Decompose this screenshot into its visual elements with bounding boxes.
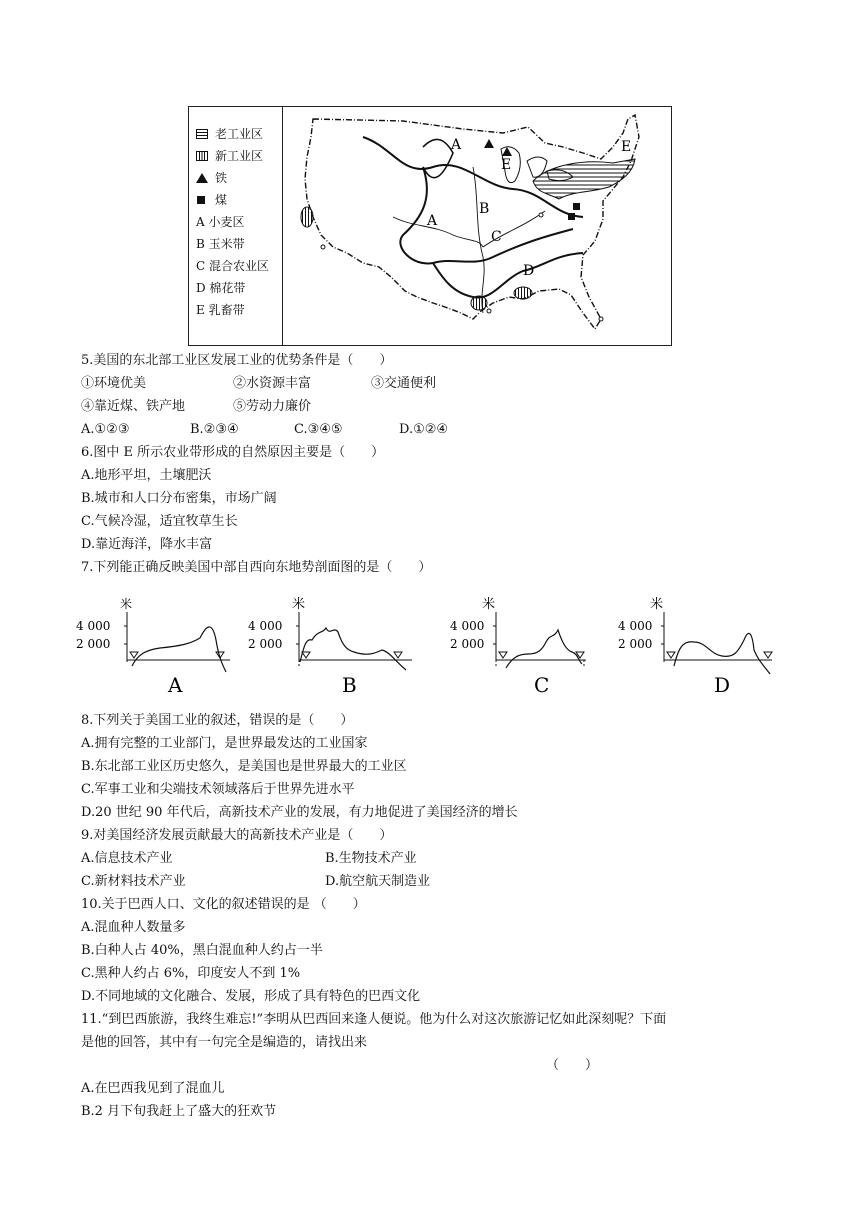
- profile-b-curve: [300, 628, 406, 670]
- belt-boundary-3: [433, 253, 583, 297]
- old-industrial-zone: [533, 159, 635, 199]
- legend-dairy: [196, 299, 282, 321]
- profile-b-tick-high: 4 000: [248, 619, 283, 633]
- profile-a-tick-low: 2 000: [76, 637, 111, 651]
- q8-option-d[interactable]: D.20 世纪 90 年代后，高新技术产业的发展，有力地促进了美国经济的增长: [81, 805, 518, 820]
- legend-label: D 棉花带: [196, 281, 246, 295]
- question-5-options: [81, 421, 781, 439]
- legend-label: A 小麦区: [196, 215, 245, 229]
- new-industrial-zone-west: [301, 207, 313, 227]
- profile-a-letter: A: [168, 673, 183, 697]
- legend-label: 老工业区: [215, 127, 264, 141]
- q9-option-d[interactable]: D.航空航天制造业: [325, 874, 431, 889]
- legend-label: B 玉米带: [196, 237, 245, 251]
- question-7-stem: 7.下列能正确反映美国中部自西向东地势剖面图的是（ ）: [81, 560, 432, 575]
- profile-a-unit: 米: [120, 597, 133, 611]
- profile-a-curve: [132, 627, 226, 672]
- us-agriculture-industry-map: [188, 106, 672, 346]
- legend-new-industrial: [196, 145, 282, 167]
- profile-d-tick-low: 2 000: [618, 637, 653, 651]
- legend-label: E 乳畜带: [196, 303, 245, 317]
- q9-options-row-1: [81, 850, 781, 868]
- q5-item: ③交通便利: [371, 376, 437, 391]
- legend-old-industrial: [196, 123, 282, 145]
- legend-iron: [196, 167, 282, 189]
- q5-item: ①环境优美: [81, 376, 147, 391]
- profile-d-unit: 米: [650, 597, 664, 612]
- legend-label: C 混合农业区: [196, 259, 269, 273]
- belt-boundary-4: [423, 139, 453, 177]
- q9-option-c[interactable]: C.新材料技术产业: [81, 874, 186, 889]
- q9-option-a[interactable]: A.信息技术产业: [81, 851, 173, 866]
- profile-b-chart[interactable]: [242, 590, 422, 700]
- profile-d-curve: [674, 633, 770, 674]
- new-industrial-hatch-icon: [196, 151, 212, 161]
- region-letter-a-south: A: [427, 213, 438, 229]
- legend-wheat: [196, 211, 282, 233]
- profile-a-chart[interactable]: [70, 590, 250, 700]
- city-marker: [539, 213, 543, 217]
- sea-level-marker-icon: [394, 652, 402, 658]
- q8-option-b[interactable]: B.东北部工业区历史悠久，是美国也是世界最大的工业区: [81, 759, 407, 774]
- river-1: [473, 167, 484, 313]
- profile-c-tick-low: 2 000: [450, 637, 485, 651]
- question-11-stem-line-2: 是他的回答，其中有一句完全是编造的，请找出来: [81, 1035, 368, 1050]
- sea-level-marker-icon: [130, 652, 138, 658]
- sea-level-marker-icon: [667, 652, 675, 658]
- sea-level-marker-icon: [499, 652, 507, 658]
- map-legend: [189, 107, 283, 345]
- coal-marker: [568, 213, 575, 220]
- q9-option-b[interactable]: B.生物技术产业: [325, 851, 417, 866]
- profile-c-unit: 米: [482, 597, 496, 612]
- profile-b-letter: B: [342, 673, 357, 697]
- profile-c-letter: C: [534, 673, 550, 697]
- old-industrial-hatch-icon: [196, 129, 212, 139]
- iron-marker: [484, 139, 494, 148]
- q10-option-d[interactable]: D.不同地域的文化融合、发展，形成了具有特色的巴西文化: [81, 989, 421, 1004]
- question-9-stem: 9.对美国经济发展贡献最大的高新技术产业是（ ）: [81, 828, 393, 843]
- profile-a-tick-high: 4 000: [76, 619, 111, 633]
- q5-item: ⑤劳动力廉价: [233, 399, 312, 414]
- profile-d-tick-high: 4 000: [618, 619, 653, 633]
- profile-b-unit: 米: [292, 597, 306, 612]
- question-5-items-row-1: [81, 375, 781, 393]
- legend-label: 煤: [215, 193, 228, 207]
- city-marker: [599, 317, 603, 321]
- q11-option-a[interactable]: A.在巴西我见到了混血儿: [81, 1081, 225, 1096]
- triangle-icon: [196, 173, 212, 183]
- legend-cotton: [196, 277, 282, 299]
- question-11-answer-blank[interactable]: （ ）: [546, 1058, 599, 1073]
- city-marker: [321, 245, 325, 249]
- q6-option-b[interactable]: B.城市和人口分布密集，市场广阔: [81, 491, 277, 506]
- region-letter-a-north: A: [451, 137, 462, 153]
- legend-coal: [196, 189, 282, 211]
- coal-marker: [573, 203, 580, 210]
- q10-option-c[interactable]: C.黑种人约占 6%，印度安人不到 1%: [81, 966, 301, 981]
- question-5-items-row-2: [81, 398, 781, 416]
- question-11-stem-line-1: 11.“到巴西旅游，我终生难忘!”李明从巴西回来逢人便说。他为什么对这次旅游记忆如此深刻呢？下面: [81, 1012, 667, 1027]
- q10-option-a[interactable]: A.混血种人数量多: [81, 920, 186, 935]
- q10-option-b[interactable]: B.白种人占 40%，黑白混血种人约占一半: [81, 943, 323, 958]
- question-10-stem: 10.关于巴西人口、文化的叙述错误的是 （ ）: [81, 897, 366, 912]
- q5-option-a[interactable]: A.①②③: [81, 422, 130, 437]
- q9-options-row-2: [81, 873, 781, 891]
- region-letter-e-west: E: [501, 157, 512, 173]
- q5-option-c[interactable]: C.③④⑤: [294, 422, 343, 437]
- sea-level-marker-icon: [302, 652, 310, 658]
- q5-item: ④靠近煤、铁产地: [81, 399, 186, 414]
- q5-option-b[interactable]: B.②③④: [190, 422, 239, 437]
- new-industrial-zone-gulf-1: [471, 296, 487, 310]
- q6-option-a[interactable]: A.地形平坦，土壤肥沃: [81, 468, 212, 483]
- question-5-stem: 5.美国的东北部工业区发展工业的优势条件是（ ）: [81, 353, 393, 368]
- q5-item: ②水资源丰富: [233, 376, 312, 391]
- region-letter-e-east: E: [621, 139, 632, 155]
- profile-c-curve: [506, 630, 582, 668]
- city-marker: [487, 309, 491, 313]
- sea-level-marker-icon: [764, 652, 772, 658]
- q8-option-c[interactable]: C.军事工业和尖端技术领域落后于世界先进水平: [81, 782, 355, 797]
- q6-option-d[interactable]: D.靠近海洋，降水丰富: [81, 537, 213, 552]
- question-8-stem: 8.下列关于美国工业的叙述，错误的是（ ）: [81, 713, 354, 728]
- terrain-profile-options: [70, 590, 790, 700]
- q6-option-c[interactable]: C.气候冷湿，适宜牧草生长: [81, 514, 238, 529]
- region-letter-d: D: [523, 263, 535, 279]
- profile-c-tick-high: 4 000: [450, 619, 485, 633]
- profile-d-chart[interactable]: [614, 590, 790, 700]
- profile-b-tick-low: 2 000: [248, 637, 283, 651]
- legend-label: 新工业区: [215, 149, 264, 163]
- profile-c-chart[interactable]: [446, 590, 626, 700]
- question-6-stem: 6.图中 E 所示农业带形成的自然原因主要是（ ）: [81, 445, 385, 460]
- legend-mixed: [196, 255, 282, 277]
- q5-option-d[interactable]: D.①②④: [399, 422, 449, 437]
- q8-option-a[interactable]: A.拥有完整的工业部门，是世界最发达的工业国家: [81, 736, 368, 751]
- legend-corn: [196, 233, 282, 255]
- legend-label: 铁: [215, 171, 228, 185]
- q11-option-b[interactable]: B.2 月下旬我赶上了盛大的狂欢节: [81, 1104, 277, 1119]
- region-letter-b: B: [479, 201, 490, 217]
- region-letter-c: C: [491, 229, 502, 245]
- us-map-drawing: [283, 107, 670, 344]
- new-industrial-zone-gulf-2: [514, 287, 532, 299]
- profile-d-letter: D: [714, 673, 731, 697]
- square-icon: [196, 195, 212, 205]
